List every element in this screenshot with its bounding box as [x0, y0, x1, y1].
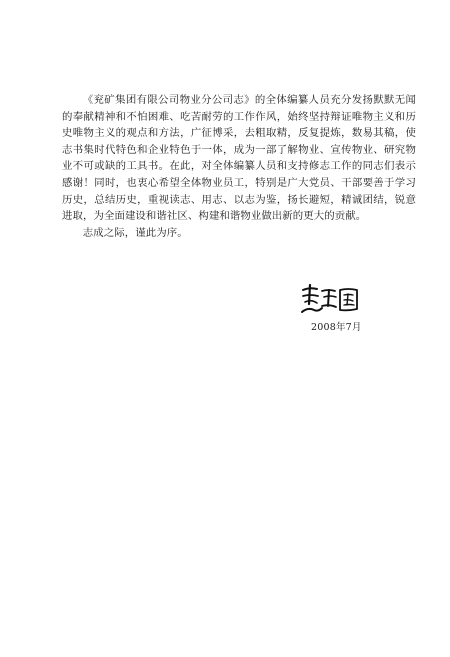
preface-body [62, 92, 416, 241]
preface-date: 2008年7月 [311, 322, 362, 333]
preface-paragraph-closing: 志成之际，谨此为序。 [82, 226, 188, 239]
preface-paragraph-main: 《兖矿集团有限公司物业分公司志》的全体编纂人员充分发扬默默无闻的奉献精神和不怕困难、吃苦耐劳的工作作风，始终坚持辩证唯物主义和历史唯物主义的观点和方法，广征博采，去粗取精，反复提炼，数易其稿，使志书集时代特色和企业特色于一体，成为一部了解物业、宣传物业、研究物业不可或缺的工具书。在此，对全体编纂人员和支持修志工作的同志们表示感谢！同时，也衷心希望全体物业员工，特别是广大党员、干部要善于学习历史，总结历史，重视读志、用志、以志为鉴，扬长避短，精诚团结，锐意进取，为全面建设和谐社区、构建和谐物业做出新的更大的贡献。 [62, 94, 416, 223]
handwritten-signature [300, 282, 362, 318]
